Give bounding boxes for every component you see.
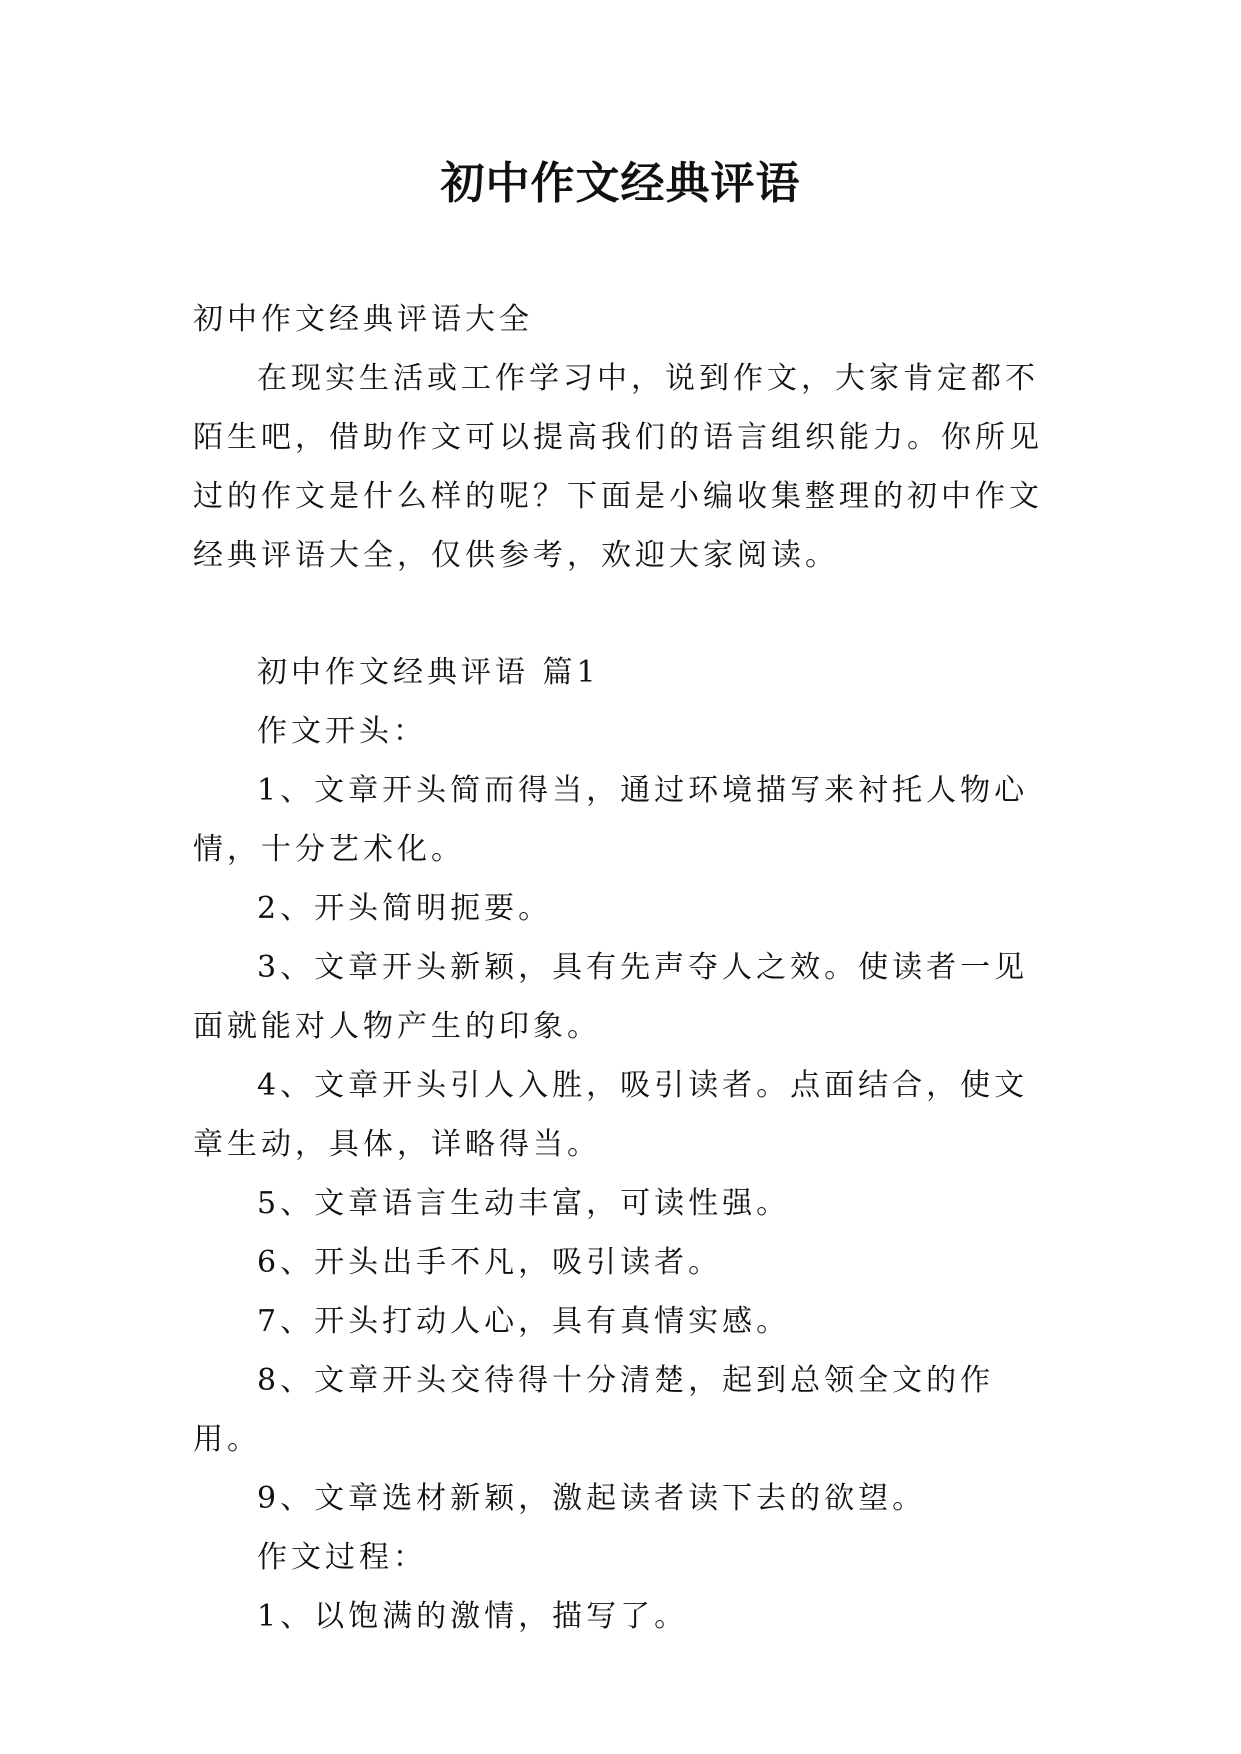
intro-paragraph: 在现实生活或工作学习中，说到作文，大家肯定都不陌生吧，借助作文可以提高我们的语言组织能力。你所见过的作文是什么样的呢？下面是小编收集整理的初中作文经典评语大全，仅供参考，欢迎大家阅读。 <box>193 361 1043 573</box>
opening-label: 作文开头： <box>257 714 427 749</box>
opening-item: 4、文章开头引人入胜，吸引读者。点面结合，使文章生动，具体，详略得当。 <box>193 1068 1029 1162</box>
process-item: 1、以饱满的激情，描写了。 <box>257 1599 689 1634</box>
document-subtitle: 初中作文经典评语大全 <box>193 302 533 337</box>
opening-item: 3、文章开头新颖，具有先声夺人之效。使读者一见面就能对人物产生的印象。 <box>193 950 1029 1044</box>
section-spacer <box>193 585 1053 643</box>
opening-item: 8、文章开头交待得十分清楚，起到总领全文的作用。 <box>193 1363 995 1457</box>
document-title: 初中作文经典评语 <box>440 158 801 209</box>
opening-item: 6、开头出手不凡，吸引读者。 <box>257 1245 723 1280</box>
process-label: 作文过程： <box>257 1540 427 1575</box>
opening-item: 5、文章语言生动丰富，可读性强。 <box>257 1186 791 1221</box>
opening-item: 2、开头简明扼要。 <box>257 891 553 926</box>
opening-item: 7、开头打动人心，具有真情实感。 <box>257 1304 791 1339</box>
section-heading: 初中作文经典评语 篇1 <box>257 655 600 690</box>
opening-item: 9、文章选材新颖，激起读者读下去的欲望。 <box>257 1481 927 1516</box>
document-body <box>193 290 1053 1646</box>
opening-item: 1、文章开头简而得当，通过环境描写来衬托人物心情，十分艺术化。 <box>193 773 1029 867</box>
